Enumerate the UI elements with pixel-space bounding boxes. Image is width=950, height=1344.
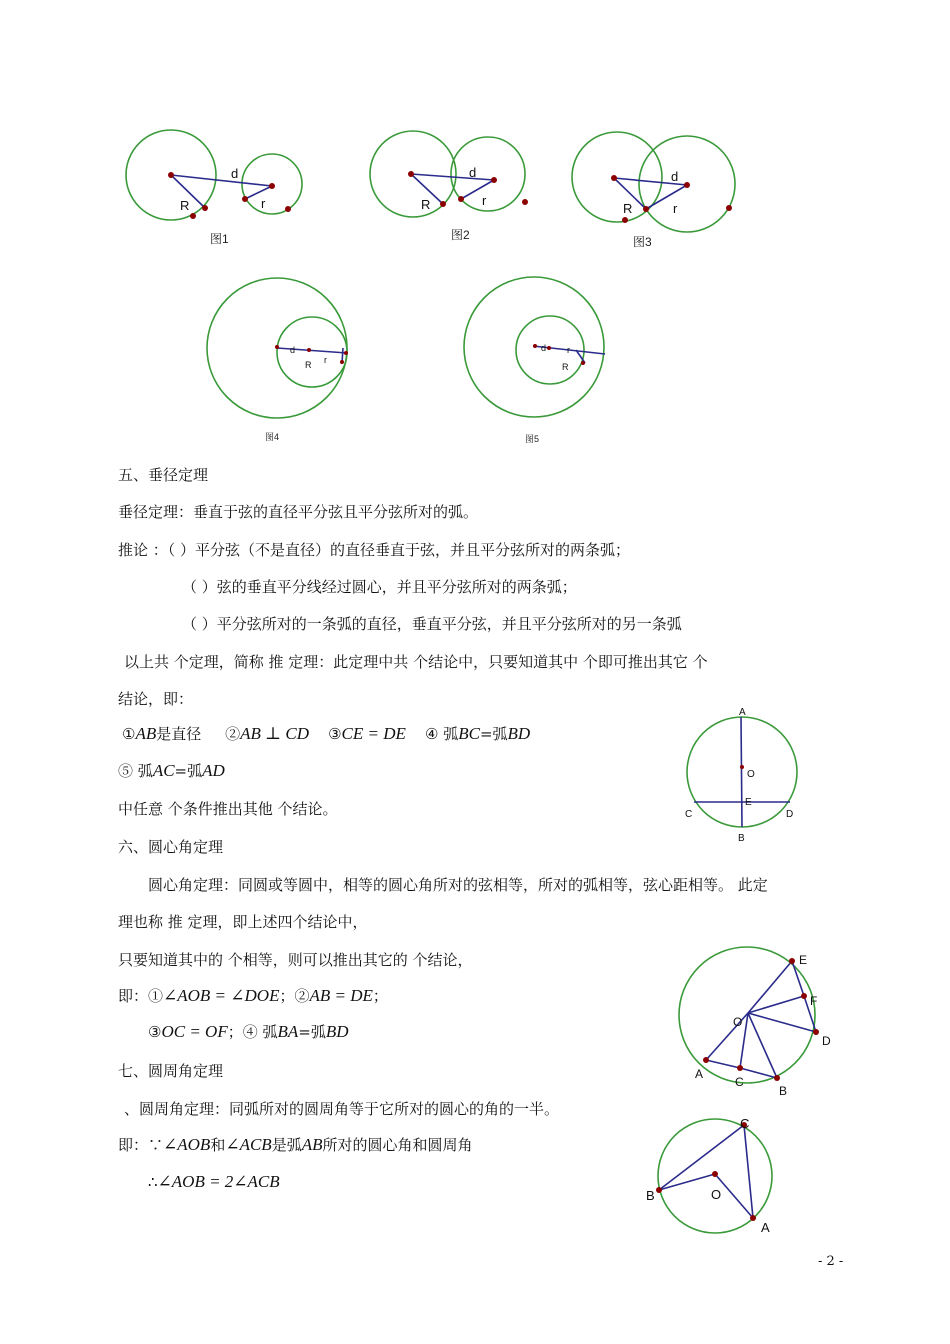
label-r: r — [482, 193, 487, 208]
label-A: A — [695, 1067, 704, 1081]
cond-4-num: ④ — [424, 725, 439, 743]
conditions-line-1 — [122, 724, 530, 744]
label-C: C — [735, 1075, 744, 1089]
section-7-line-2 — [148, 1172, 280, 1192]
therefore: ∴ — [148, 1173, 158, 1191]
figure-4-caption: 图4 — [265, 432, 280, 442]
label-r: r — [673, 201, 678, 216]
section-6-line-2: 理也称 推 定理，即上述四个结论中， — [118, 913, 368, 931]
cond-5-math-2: AD — [202, 761, 225, 780]
section-5-corollary-3: （ ）平分弦所对的一条弧的直径，垂直平分弦，并且平分弦所对的另一条弧 — [182, 615, 682, 633]
label-r: r — [567, 345, 570, 355]
cond-5-num: ⑤ — [118, 762, 134, 780]
label-O: O — [733, 1015, 743, 1029]
label-B: B — [738, 833, 745, 844]
cond-4-math-1: BC — [458, 724, 480, 743]
label-d: d — [671, 169, 679, 184]
page-number: - 2 - — [818, 1254, 844, 1269]
shi: 是弧 — [271, 1136, 302, 1154]
label-R: R — [305, 360, 312, 370]
ji: 即：① — [118, 987, 164, 1005]
label-R: R — [562, 362, 569, 372]
inscribed-angle-figure — [645, 1112, 775, 1237]
arc: AB — [301, 1135, 323, 1154]
cond-distance: OC = OF — [161, 1022, 228, 1041]
section-5-last: 中任意 个条件推出其他 个结论。 — [118, 800, 338, 818]
label-d: d — [231, 166, 239, 181]
label-C: C — [685, 809, 693, 820]
conditions-line-2 — [118, 761, 225, 781]
label-E: E — [745, 797, 752, 808]
figure-3-caption: 图3 — [633, 235, 652, 249]
num: ③ — [148, 1023, 162, 1041]
section-5-heading: 五、垂径定理 — [118, 466, 209, 484]
figure-1 — [115, 120, 315, 230]
arc: 弧 — [262, 1023, 278, 1041]
central-angle: ∠AOB — [163, 1135, 211, 1154]
label-B: B — [646, 1188, 655, 1203]
figure-2-caption: 图2 — [451, 228, 470, 242]
section-5-corollary-1: 推论 ：（ ）平分弦（不是直径）的直径垂直于弦，并且平分弦所对的两条弧； — [118, 541, 631, 559]
cond-3-math: CE = DE — [341, 724, 406, 743]
section-7-heading: 七、圆周角定理 — [118, 1062, 224, 1080]
section-5-corollary-2: （ ）弦的垂直平分线经过圆心，并且平分弦所对的两条弧； — [182, 578, 577, 596]
cond-1-num: ① — [122, 725, 136, 743]
section-6-heading: 六、圆心角定理 — [118, 838, 224, 856]
figure-1-caption: 图1 — [210, 232, 229, 246]
label-D: D — [786, 809, 794, 820]
section-6-theorem: 圆心角定理：同圆或等圆中，相等的圆心角所对的弦相等，所对的弧相等，弦心距相等。 此定 — [148, 876, 768, 894]
cond-arc-1: BA — [277, 1022, 299, 1041]
sep: ； — [372, 987, 388, 1005]
sep: ；④ — [227, 1023, 258, 1041]
figure-2 — [365, 120, 565, 230]
label-R: R — [180, 198, 190, 213]
label-R: R — [623, 201, 633, 216]
label-A: A — [739, 707, 746, 718]
figure-3 — [565, 125, 755, 235]
cond-1-math: AB — [135, 724, 157, 743]
section-6-cond-line-1 — [118, 986, 388, 1006]
figure-4 — [205, 278, 365, 428]
cond-2-num: ② — [225, 725, 241, 743]
cond-5-math-1: AC — [152, 761, 175, 780]
figure-5 — [463, 275, 623, 425]
section-6-line-3: 只要知道其中的 个相等，则可以推出其它的 个结论， — [118, 951, 473, 969]
section-6-cond-line-2 — [148, 1022, 349, 1042]
label-d: d — [541, 343, 547, 353]
he: 和 — [210, 1136, 226, 1154]
central-angle-figure — [675, 945, 831, 1098]
eq: =弧 — [298, 1023, 326, 1041]
cond-arc-2: BD — [325, 1022, 349, 1041]
cond-2-math: AB ⊥ CD — [240, 724, 309, 743]
cond-chord: AB = DE — [309, 986, 373, 1005]
label-C: C — [740, 1116, 750, 1131]
section-5-summary-1: 以上共 个定理，简称 推 定理：此定理中共 个结论中，只要知道其中 个即可推出其它 个 — [124, 653, 708, 671]
conclusion: ∠AOB = 2∠ACB — [157, 1172, 280, 1191]
label-O: O — [711, 1187, 722, 1202]
cond-4-arc: 弧 — [443, 725, 459, 743]
label-F: F — [810, 994, 818, 1008]
section-7-line-1 — [118, 1135, 473, 1155]
figure-5-caption: 图5 — [525, 434, 540, 444]
label-d: d — [469, 165, 477, 180]
label-D: D — [822, 1034, 831, 1048]
rest: 所对的圆心角和圆周角 — [322, 1136, 473, 1154]
cond-5-eq: =弧 — [174, 762, 203, 780]
cond-5-arc: 弧 — [137, 762, 153, 780]
label-r: r — [261, 196, 266, 211]
cond-angle: ∠AOB = ∠DOE — [163, 986, 280, 1005]
label-R: R — [421, 197, 431, 212]
section-7-theorem: 、圆周角定理：同弧所对的圆周角等于它所对的圆心的角的一半。 — [124, 1100, 560, 1118]
cond-4-eq: =弧 — [479, 725, 508, 743]
ji: 即：∵ — [118, 1136, 164, 1154]
label-E: E — [799, 953, 808, 967]
cond-1-text: 是直径 — [156, 725, 202, 743]
chord-figure — [680, 705, 820, 845]
label-O: O — [747, 769, 755, 780]
sep: ；② — [279, 987, 310, 1005]
section-5-theorem: 垂径定理：垂直于弦的直径平分弦且平分弦所对的弧。 — [118, 503, 479, 521]
label-B: B — [779, 1084, 788, 1098]
cond-4-math-2: BD — [507, 724, 531, 743]
section-5-summary-2: 结论，即： — [118, 690, 194, 708]
label-A: A — [761, 1220, 770, 1235]
label-d: d — [290, 345, 296, 355]
cond-3-num: ③ — [328, 725, 342, 743]
inscribed-angle: ∠ACB — [225, 1135, 272, 1154]
label-r: r — [324, 355, 327, 365]
